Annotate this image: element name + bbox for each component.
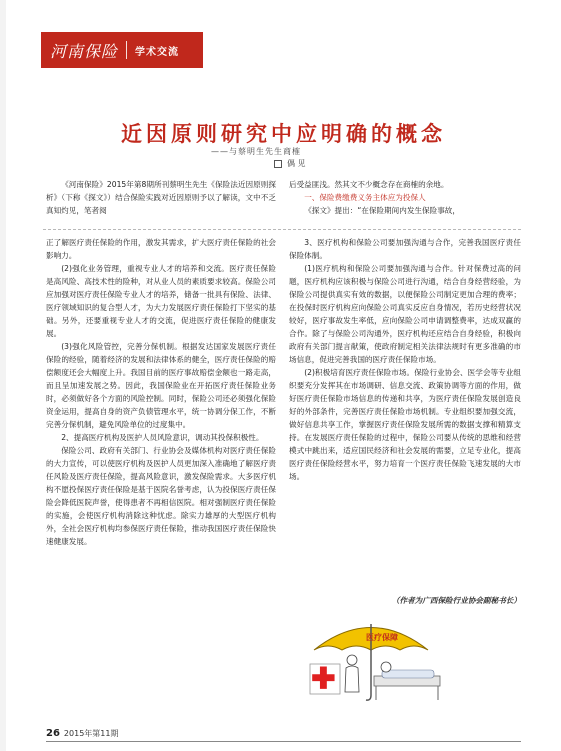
issue-label: 2015年第11期 (63, 729, 119, 738)
paragraph: (2)强化业务管理，重视专业人才的培养和交流。医疗责任保险是高风险、高技术性的险种，对从业人员的素质要求较高。保险公司应加强对医疗责任保险专业人才的培养，储备一批具有保险、法律、医疗领域知识的复合型人才，为大力发展医疗责任保险打下坚实的基础。另外，还要重视专业人才的交流，促进医疗责任保险的健康发展。 (46, 264, 276, 338)
doctor-head (347, 655, 357, 665)
paragraph: (2)积极培育医疗责任保险市场。保险行业协会、医学会等专业组织要充分发挥其在市场调研、信息交流、政策协调等方面的作用，做好医疗责任保险市场信息的传递和共享，为医疗责任保险发展创造良好的外部条件，完善医疗责任保险市场机制。专业组织要加强交流，做好信息共享工作，掌握医疗责任保险发展所需的数据支撑和精算支持。在发展医疗责任保险的过程中，保险公司要从传统的思维和经营模式中跳出来，适应国民经济和社会发展的需要，立足专业化，提高医疗责任保险经营水平，努力培育一个医疗责任保险飞速发展的大市场。 (289, 368, 521, 481)
umbrella-handle (366, 695, 371, 700)
paragraph: (1)医疗机构和保险公司要加强沟通与合作。针对保费过高的问题，医疗机构应该积极与保险公司进行沟通，结合自身经营经验，为保险公司提供真实有效的数据，以便保险公司制定更加合理的费率；在投保时医疗机构应向保险公司真实反应自身情况，若历史经营状况较好，医疗事故发生率低，应向保险公司申请调整费率，达成双赢的合作。除了与保险公司沟通外，医疗机构还应结合自身经验，积极向政府有关部门提言献策，使政府制定相关法律法规时有更多准确的市场信息，促进完善我国的医疗责任保险市场。 (289, 264, 521, 364)
paragraph: 3、医疗机构和保险公司要加强沟通与合作，完善我国医疗责任保险体制。 (289, 238, 521, 260)
patient-head (381, 662, 391, 672)
paragraph: 正了解医疗责任保险的作用，激发其需求，扩大医疗责任保险的社会影响力。 (46, 238, 276, 260)
paragraph: (3)强化风险管控，完善分保机制。根据发达国家发展医疗责任保险的经验，随着经济的发展和法律体系的健全，医疗责任保险的赔偿额度还会大幅度上升。我国目前的医疗事故赔偿金额也一路走高，而且呈加速发展之势。因此，我国保险业在开拓医疗责任保险业务时，必须做好各个方面的风险控制。同时，保险公司还必须强化保险资金运用，提高自身的资产负债管理水平，统一协调分保工作，不断完善分保机制，避免风险单位的过度集中。 (46, 342, 276, 429)
paragraph: 后受益匪浅。然其文不少概念存在商榷的余地。 (289, 180, 449, 189)
body-right-column (289, 236, 521, 483)
article-subtitle: ——与蔡明生先生商榷 (211, 147, 301, 156)
header-divider (126, 41, 127, 59)
footer-rule (46, 741, 521, 742)
paragraph: 保险公司、政府有关部门、行业协会及媒体机构对医疗责任保险的大力宣传，可以使医疗机构及医护人员更加深入准确地了解医疗责任风险及医疗责任保险，提高风险意识，激发保险需求。大多医疗机构不愿投保医疗责任保险是基于医院名誉考虑，认为投保医疗责任保险会降低医院声誉，使得患者不再相信医院。相对强制医疗责任保险的实施，会使医疗机构消除这种忧虑。除实力雄厚的大型医疗机构外，全社会医疗机构均参保医疗责任保险，推动我国医疗责任保险快速健康发展。 (46, 446, 276, 546)
author-name: 偶 见 (287, 159, 306, 168)
paragraph: 2、提高医疗机构及医护人员风险意识，调动其投保积极性。 (61, 433, 264, 442)
umbrella-label: 医疗保障 (366, 633, 398, 642)
doctor-body (345, 666, 359, 692)
signature-block (289, 591, 521, 607)
paragraph: 《探文》提出：“在保险期间内发生保险事故， (304, 206, 460, 215)
paragraph: 一、保险费缴费义务主体应为投保人 (304, 193, 426, 202)
paragraph: 《河南保险》2015年第8期所刊蔡明生先生《保险法近因原则探析》（下称《探文》）结合保险实践对近因原则予以了解读，文中不乏真知灼见，笔者阅 (46, 180, 276, 215)
intro-right-column (289, 178, 521, 217)
column-header (41, 32, 203, 68)
magazine-page (6, 0, 561, 751)
author-signature: （作者为广西保险行业协会副秘书长） (391, 596, 521, 605)
page-footer (46, 728, 118, 739)
author-box-icon (274, 160, 282, 168)
bed-blanket (382, 670, 434, 678)
section-divider (43, 229, 521, 230)
umbrella-hospital-illustration (296, 610, 446, 705)
page-number: 26 (46, 728, 60, 739)
article-title: 近因原则研究中应明确的概念 (121, 121, 446, 146)
magazine-brand: 河南保险 (50, 41, 119, 61)
section-name: 学术交流 (135, 46, 180, 58)
intro-left-column (46, 178, 276, 217)
article-author (274, 158, 306, 169)
body-left-column (46, 236, 276, 548)
